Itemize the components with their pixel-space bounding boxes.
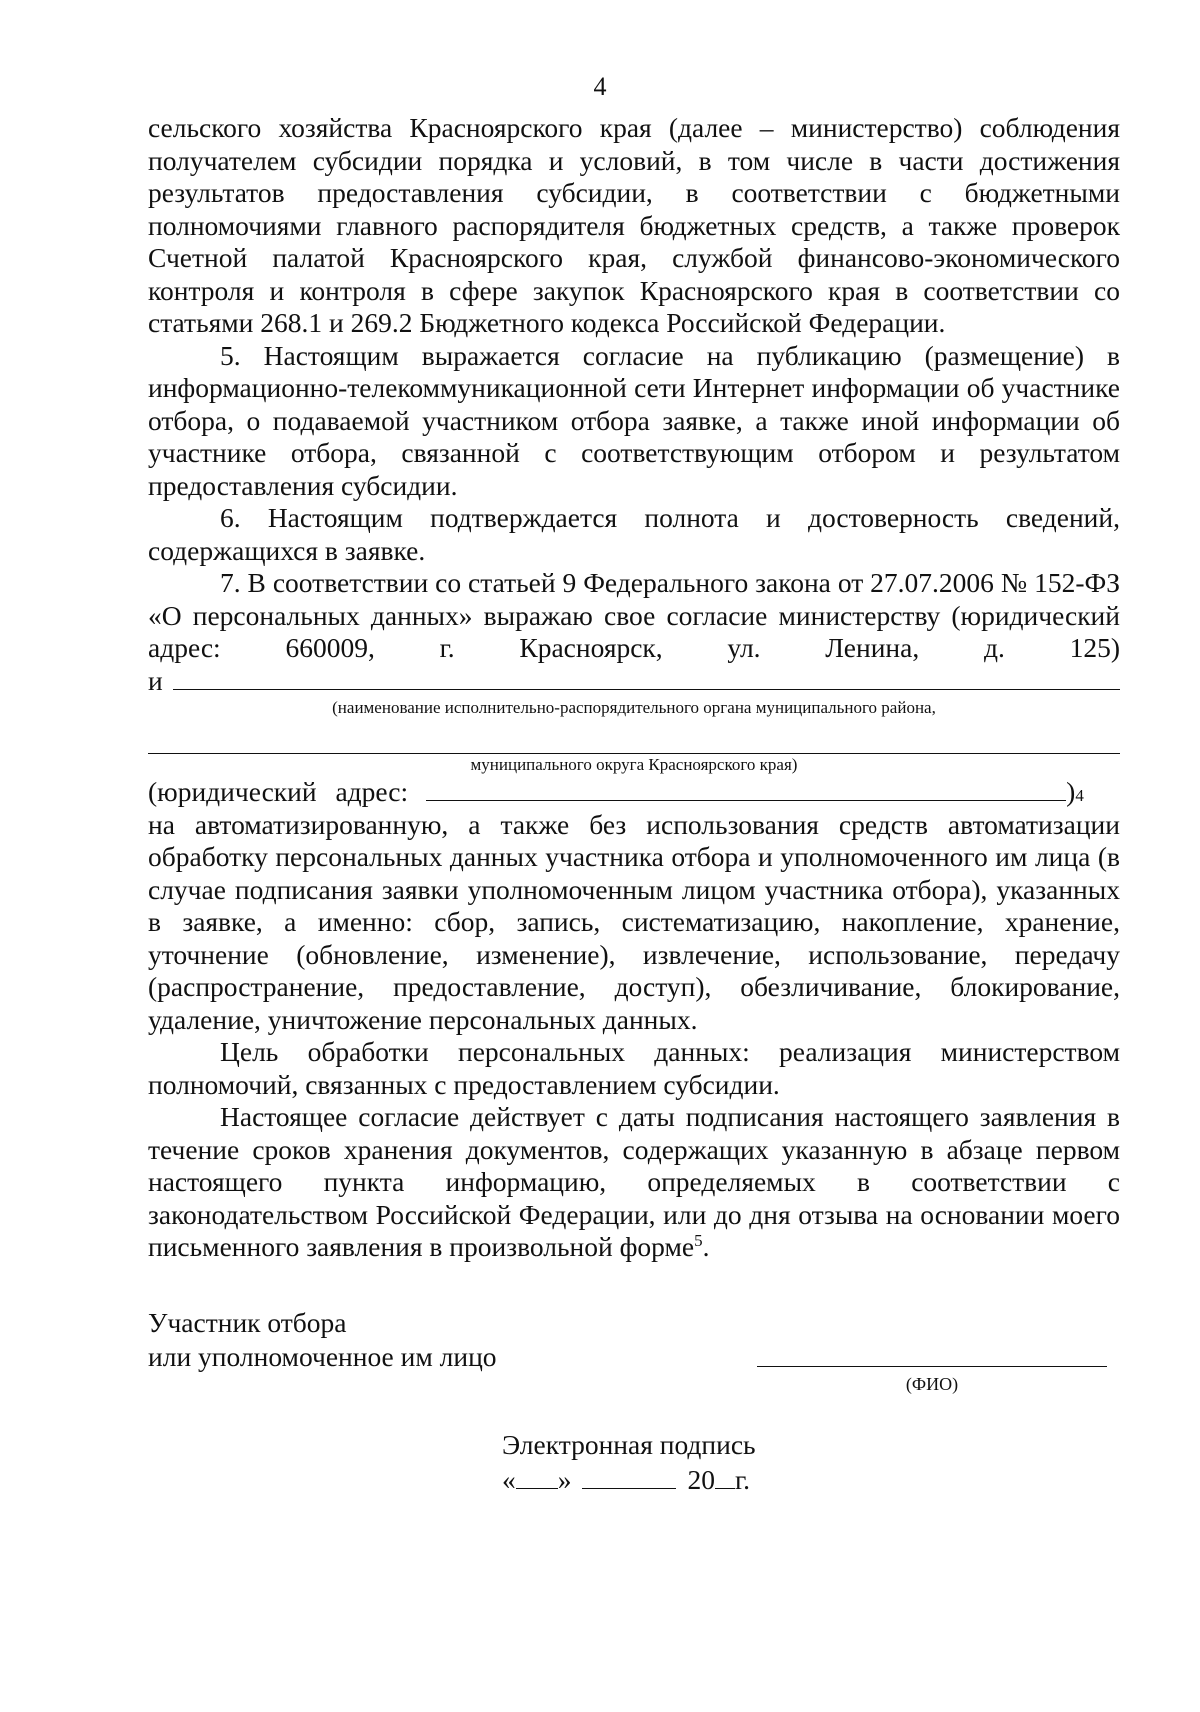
authority-name-blank-2[interactable] xyxy=(148,723,1120,754)
date-month-blank[interactable] xyxy=(582,1466,676,1489)
paragraph-processing: на автоматизированную, а также без использования средств автоматизации обработку персональных данных участника отбора и уполномоченного им лица (в случае подписания заявки уполномоченным лицом участника отбора), указанных в заявке, а именно: сбор, запись, систематизацию, накопление, хранение, уточнение (обновление, изменение), извлечение, использование, передачу (распространение, предоставление, доступ), обезличивание, блокирование, удаление, уничтожение персональных данных. xyxy=(148,808,1120,1035)
signatory-line-2: или уполномоченное им лицо xyxy=(148,1341,497,1372)
signatory-block xyxy=(148,1306,497,1374)
paragraph-purpose: Цель обработки персональных данных: реализация министерством полномочий, связанных с предоставлением субсидии. xyxy=(148,1036,1120,1100)
fio-blank[interactable] xyxy=(757,1366,1107,1367)
authority-name-row xyxy=(148,665,1120,698)
paragraph-7: 7. В соответствии со статьей 9 Федерального закона от 27.07.2006 № 152-ФЗ «О персональных данных» выражаю свое согласие министерству (юридический адрес: 660009, г. Красноярск, ул. Ленина, д. 125) xyxy=(148,567,1120,663)
date-year-blank[interactable] xyxy=(715,1466,735,1489)
date-day-blank[interactable] xyxy=(516,1466,558,1489)
paragraph-validity xyxy=(148,1101,1120,1264)
date-year-suffix: г. xyxy=(735,1464,751,1495)
authority-name-blank[interactable] xyxy=(173,665,1120,690)
footnote-marker-5: 5 xyxy=(694,1230,703,1250)
signatory-line-1: Участник отбора xyxy=(148,1307,347,1338)
fio-caption: (ФИО) xyxy=(905,1374,959,1394)
date-open-quote: « xyxy=(502,1464,516,1495)
validity-period: . xyxy=(702,1231,710,1262)
address-close: ) xyxy=(1066,776,1076,807)
electronic-signature-label: Электронная подпись xyxy=(502,1429,756,1460)
date-row xyxy=(502,1464,750,1496)
address-label: (юридический адрес: xyxy=(148,776,409,807)
paragraph-5: 5. Настоящим выражается согласие на публикацию (размещение) в информационно-телекоммуникационной сети Интернет информации об участнике отбора, о подаваемой участником отбора заявке, а также иной информации об участнике отбора, связанной с соответствующим отбором и результатом предоставления субсидии. xyxy=(148,339,1120,501)
authority-address-row: (юридический адрес: ) 4 xyxy=(148,776,1084,807)
authority-caption-1: (наименование исполнительно-распорядительного органа муниципального района, xyxy=(332,698,936,717)
document-body xyxy=(148,112,1120,1264)
paragraph-6: 6. Настоящим подтверждается полнота и достоверность сведений, содержащихся в заявке. xyxy=(148,502,1120,566)
validity-text: Настоящее согласие действует с даты подписания настоящего заявления в течение сроков хранения документов, содержащих указанную в абзаце первом настоящего пункта информацию, определяемых в соответствии с законодательством Российской Федерации, или до дня отзыва на основании моего письменного заявления в произвольной форме xyxy=(148,1101,1120,1262)
date-close-quote: » xyxy=(557,1464,572,1495)
authority-caption-2: муниципального округа Красноярского края) xyxy=(470,755,798,774)
and-word: и xyxy=(148,664,163,696)
paragraph-intro: сельского хозяйства Красноярского края (далее – министерство) соблюдения получателем субсидии порядка и условий, в том числе в части достижения результатов предоставления субсидии, в соответствии с бюджетными полномочиями главного распорядителя бюджетных средств, а также проверок Счетной палатой Красноярского края, службой финансово-экономического контроля и контроля в сфере закупок Красноярского края в соответствии со статьями 268.1 и 269.2 Бюджетного кодекса Российской Федерации. xyxy=(148,112,1120,338)
page-number: 4 xyxy=(593,72,607,101)
date-year-prefix: 20 xyxy=(687,1464,715,1495)
authority-address-blank[interactable] xyxy=(426,776,1066,801)
